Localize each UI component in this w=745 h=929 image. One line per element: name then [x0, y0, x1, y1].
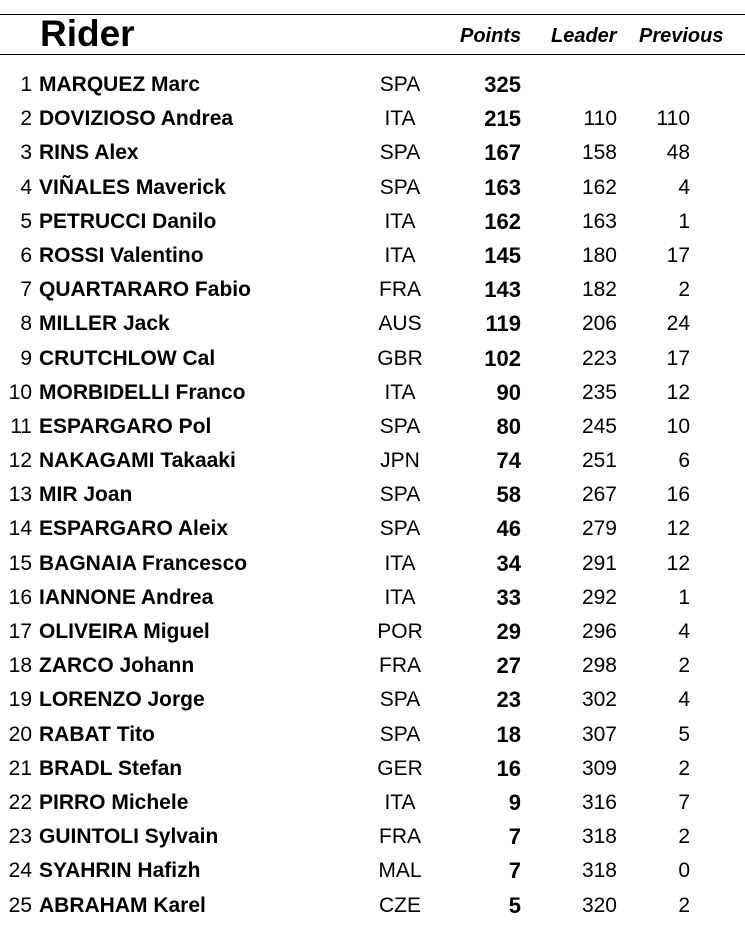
leader-gap-cell: 307 [581, 722, 617, 746]
position-cell: 2 [20, 107, 32, 131]
position-cell: 14 [8, 517, 32, 541]
rider-name-cell: DOVIZIOSO Andrea [39, 107, 234, 131]
previous-gap-cell: 12 [666, 551, 690, 575]
table-row [0, 512, 745, 546]
rider-name-cell: IANNONE Andrea [39, 585, 214, 609]
position-cell: 20 [8, 722, 32, 746]
rider-name-cell: PIRRO Michele [39, 790, 189, 814]
position-cell: 19 [8, 688, 32, 712]
previous-gap-cell: 12 [666, 517, 690, 541]
leader-gap-cell: 309 [581, 756, 617, 780]
previous-gap-cell: 110 [656, 107, 690, 131]
rider-name-cell: MIR Joan [39, 483, 133, 507]
nation-cell: ITA [384, 585, 416, 609]
nation-cell: GER [377, 756, 423, 780]
header-points: Points [460, 25, 522, 47]
position-cell: 25 [8, 893, 32, 917]
rider-name-cell: OLIVEIRA Miguel [39, 620, 210, 643]
previous-gap-cell: 0 [678, 859, 690, 883]
rider-name-cell: ROSSI Valentino [39, 243, 204, 267]
rider-name-cell: NAKAGAMI Takaaki [39, 449, 236, 473]
table-row [0, 889, 745, 923]
leader-gap-cell: 296 [581, 620, 617, 643]
leader-gap-cell: 223 [581, 346, 617, 370]
rider-name-cell: ABRAHAM Karel [39, 893, 206, 917]
position-cell: 4 [20, 175, 32, 199]
points-cell: 5 [508, 892, 521, 918]
points-cell: 119 [485, 311, 521, 337]
table-row [0, 205, 745, 239]
nation-cell: SPA [379, 483, 421, 507]
table-row [0, 854, 745, 888]
points-cell: 90 [496, 379, 521, 405]
nation-cell: MAL [378, 859, 422, 883]
nation-cell: SPA [379, 722, 421, 746]
nation-cell: ITA [384, 209, 416, 233]
leader-gap-cell: 163 [581, 209, 617, 233]
nation-cell: ITA [384, 107, 416, 131]
table-row [0, 239, 745, 273]
leader-gap-cell: 318 [581, 859, 617, 883]
position-cell: 11 [10, 414, 32, 438]
nation-cell: SPA [379, 517, 421, 541]
nation-cell: FRA [379, 654, 421, 678]
table-row [0, 649, 745, 683]
nation-cell: ITA [384, 380, 416, 404]
table-row [0, 820, 745, 854]
nation-cell: JPN [380, 449, 420, 473]
table-row [0, 273, 745, 307]
table-row [0, 307, 745, 341]
points-cell: 27 [496, 653, 521, 679]
table-row [0, 478, 745, 512]
position-cell: 6 [20, 243, 32, 267]
header-rider: Rider [40, 13, 135, 54]
leader-gap-cell: 162 [581, 175, 617, 199]
leader-gap-cell: 292 [581, 585, 617, 609]
position-cell: 5 [20, 209, 32, 233]
previous-gap-cell: 7 [678, 790, 690, 814]
position-cell: 15 [8, 551, 32, 575]
points-cell: 7 [508, 858, 521, 884]
leader-gap-cell: 302 [581, 688, 617, 712]
position-cell: 10 [8, 380, 32, 404]
points-cell: 102 [484, 345, 521, 371]
position-cell: 22 [8, 790, 32, 814]
previous-gap-cell: 1 [678, 209, 690, 233]
points-cell: 7 [508, 824, 521, 850]
leader-gap-cell: 291 [581, 551, 617, 575]
previous-gap-cell: 10 [666, 414, 690, 438]
points-cell: 325 [484, 72, 521, 97]
leader-gap-cell: 235 [581, 380, 617, 404]
table-row [0, 615, 745, 649]
previous-gap-cell: 5 [678, 722, 690, 746]
previous-gap-cell: 12 [666, 380, 690, 404]
previous-gap-cell: 4 [678, 688, 690, 712]
nation-cell: FRA [379, 825, 421, 849]
rider-name-cell: ESPARGARO Pol [39, 414, 212, 438]
points-cell: 34 [496, 550, 521, 576]
nation-cell: SPA [379, 414, 421, 438]
rider-name-cell: MILLER Jack [39, 312, 170, 336]
nation-cell: ITA [384, 790, 416, 814]
position-cell: 9 [20, 346, 32, 370]
position-cell: 1 [20, 73, 32, 96]
position-cell: 3 [20, 141, 32, 165]
rider-name-cell: RINS Alex [39, 141, 139, 165]
previous-gap-cell: 2 [678, 893, 690, 917]
points-cell: 74 [496, 448, 521, 474]
leader-gap-cell: 251 [581, 449, 617, 473]
table-row [0, 342, 745, 376]
table-row [0, 444, 745, 478]
points-cell: 162 [484, 208, 521, 234]
leader-gap-cell: 267 [581, 483, 617, 507]
previous-gap-cell: 2 [678, 278, 690, 302]
points-cell: 143 [484, 277, 521, 303]
table-header [0, 14, 745, 54]
nation-cell: SPA [379, 688, 421, 712]
rider-name-cell: MARQUEZ Marc [39, 73, 201, 96]
leader-gap-cell: 279 [581, 517, 617, 541]
table-row [0, 376, 745, 410]
table-row [0, 136, 745, 170]
leader-gap-cell: 182 [581, 278, 617, 302]
header-leader: Leader [551, 25, 617, 47]
leader-gap-cell: 245 [581, 414, 617, 438]
previous-gap-cell: 17 [666, 243, 690, 267]
rider-name-cell: BAGNAIA Francesco [39, 551, 248, 575]
table-row [0, 171, 745, 205]
points-cell: 80 [496, 413, 521, 439]
rider-name-cell: VIÑALES Maverick [39, 175, 226, 199]
position-cell: 18 [8, 654, 32, 678]
rider-name-cell: SYAHRIN Hafizh [39, 859, 201, 883]
points-cell: 167 [484, 140, 521, 166]
nation-cell: ITA [384, 243, 416, 267]
rider-name-cell: MORBIDELLI Franco [39, 380, 246, 404]
position-cell: 21 [8, 756, 32, 780]
position-cell: 8 [20, 312, 32, 336]
header-rule [0, 54, 745, 55]
table-row [0, 581, 745, 615]
nation-cell: SPA [379, 73, 421, 96]
leader-gap-cell: 298 [581, 654, 617, 678]
table-row [0, 683, 745, 717]
position-cell: 13 [8, 483, 32, 507]
nation-cell: GBR [377, 346, 423, 370]
points-cell: 16 [496, 755, 521, 781]
position-cell: 17 [8, 620, 32, 643]
points-cell: 58 [496, 482, 521, 508]
leader-gap-cell: 320 [581, 893, 617, 917]
nation-cell: ITA [384, 551, 416, 575]
leader-gap-cell: 180 [581, 243, 617, 267]
points-cell: 9 [508, 789, 521, 815]
leader-gap-cell: 318 [581, 825, 617, 849]
previous-gap-cell: 2 [678, 654, 690, 678]
table-row [0, 102, 745, 136]
leader-gap-cell: 110 [583, 107, 617, 131]
header-previous: Previous [639, 25, 724, 47]
table-row [0, 752, 745, 786]
previous-gap-cell: 17 [666, 346, 690, 370]
rider-name-cell: GUINTOLI Sylvain [39, 825, 219, 849]
position-cell: 7 [20, 278, 32, 302]
points-cell: 33 [496, 584, 521, 610]
points-cell: 163 [484, 174, 521, 200]
previous-gap-cell: 48 [666, 141, 690, 165]
rider-name-cell: RABAT Tito [39, 722, 155, 746]
standings-table [0, 68, 745, 923]
table-row [0, 410, 745, 444]
table-row [0, 547, 745, 581]
rider-name-cell: ZARCO Johann [39, 654, 195, 678]
previous-gap-cell: 4 [678, 175, 690, 199]
nation-cell: CZE [379, 893, 421, 917]
rider-name-cell: BRADL Stefan [39, 756, 183, 780]
points-cell: 18 [496, 721, 521, 747]
rider-name-cell: ESPARGARO Aleix [39, 517, 229, 541]
rider-name-cell: QUARTARARO Fabio [39, 278, 251, 302]
nation-cell: FRA [379, 278, 421, 302]
previous-gap-cell: 2 [678, 756, 690, 780]
position-cell: 23 [8, 825, 32, 849]
nation-cell: SPA [379, 141, 421, 165]
nation-cell: AUS [378, 312, 422, 336]
previous-gap-cell: 24 [666, 312, 690, 336]
points-cell: 46 [496, 516, 521, 542]
previous-gap-cell: 1 [678, 585, 690, 609]
table-row [0, 786, 745, 820]
nation-cell: POR [377, 620, 423, 643]
nation-cell: SPA [379, 175, 421, 199]
position-cell: 24 [8, 859, 32, 883]
previous-gap-cell: 16 [666, 483, 690, 507]
leader-gap-cell: 316 [581, 790, 617, 814]
position-cell: 12 [8, 449, 32, 473]
previous-gap-cell: 2 [678, 825, 690, 849]
previous-gap-cell: 6 [678, 449, 690, 473]
rider-name-cell: PETRUCCI Danilo [39, 209, 217, 233]
points-cell: 23 [496, 687, 521, 713]
leader-gap-cell: 158 [581, 141, 617, 165]
position-cell: 16 [8, 585, 32, 609]
points-cell: 145 [484, 242, 521, 268]
table-row [0, 718, 745, 752]
points-cell: 215 [484, 106, 521, 132]
previous-gap-cell: 4 [678, 620, 690, 643]
rider-name-cell: CRUTCHLOW Cal [39, 346, 216, 370]
points-cell: 29 [496, 619, 521, 644]
rider-name-cell: LORENZO Jorge [39, 688, 205, 712]
leader-gap-cell: 206 [581, 312, 617, 336]
table-row [0, 68, 745, 102]
